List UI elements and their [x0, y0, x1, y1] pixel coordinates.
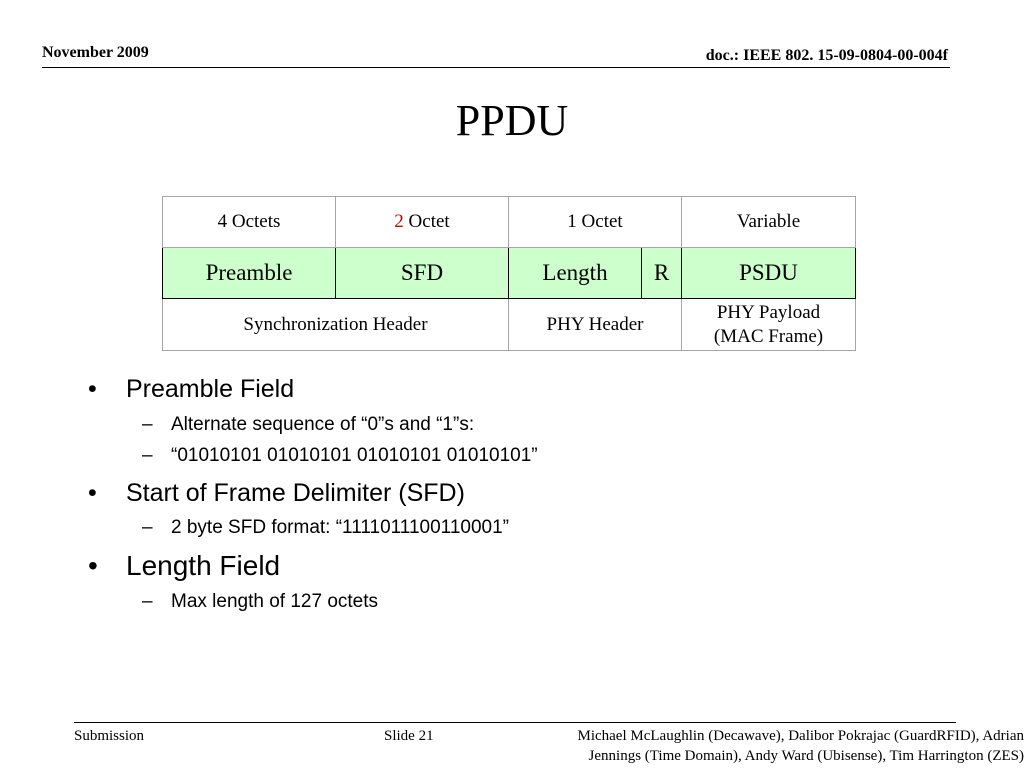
footer-submission: Submission	[74, 728, 145, 744]
phy-header-cell: PHY Header	[509, 299, 682, 351]
bullet-preamble-field	[88, 373, 968, 405]
header-doc-id: doc.: IEEE 802. 15-09-0804-00-004f	[705, 47, 948, 64]
field-name-row	[163, 248, 856, 299]
sub-bullet-sfd-format	[88, 515, 968, 541]
preamble-size-cell: 4 Octets	[163, 197, 336, 248]
sub-bullet-preamble-pattern	[88, 443, 968, 469]
slide-title: PPDU	[455, 96, 569, 145]
header-date: November 2009	[42, 44, 149, 61]
reserved-field-cell: R	[642, 248, 682, 299]
dash-icon: –	[142, 445, 153, 466]
sync-header-cell: Synchronization Header	[163, 299, 509, 351]
phy-payload-line1: PHY Payload	[716, 301, 821, 323]
phy-payload-cell	[682, 299, 856, 351]
bullet-text: Start of Frame Delimiter (SFD)	[126, 479, 465, 507]
sub-bullet-text: Alternate sequence of “0”s and “1”s:	[171, 414, 475, 435]
sub-bullet-text: Max length of 127 octets	[171, 591, 379, 612]
header-group-row	[163, 299, 856, 351]
bullet-dot-icon: •	[88, 479, 97, 507]
sfd-field-cell: SFD	[336, 248, 509, 299]
psdu-field-cell: PSDU	[682, 248, 856, 299]
bullet-sfd	[88, 477, 968, 509]
sfd-size-unit: Octet	[403, 211, 450, 232]
sub-bullet-text: “01010101 01010101 01010101 01010101”	[171, 445, 538, 466]
length-field-cell: Length	[509, 248, 642, 299]
bullet-dot-icon: •	[88, 550, 98, 581]
sub-bullet-text: 2 byte SFD format: “1111011100110001”	[171, 517, 509, 538]
footer-authors-line1: Michael McLaughlin (Decawave), Dalibor Pokrajac (GuardRFID), Adrian	[577, 728, 1024, 744]
footer-rule	[74, 722, 956, 723]
bullet-text: Length Field	[126, 550, 281, 581]
sfd-size-number: 2	[394, 211, 404, 232]
bullet-text: Preamble Field	[126, 375, 295, 403]
bullet-list	[88, 373, 968, 615]
sfd-size-cell	[336, 197, 509, 248]
phy-payload-line2: (MAC Frame)	[713, 325, 824, 347]
footer-slide-number: Slide 21	[384, 728, 434, 744]
dash-icon: –	[142, 591, 153, 612]
length-r-size-cell: 1 Octet	[509, 197, 682, 248]
bullet-length-field	[88, 549, 968, 583]
psdu-size-cell: Variable	[682, 197, 856, 248]
footer-authors-line2: Jennings (Time Domain), Andy Ward (Ubisense), Tim Harrington (ZES)	[588, 748, 1024, 764]
sub-bullet-alternate-sequence	[88, 412, 968, 438]
bullet-dot-icon: •	[88, 375, 97, 403]
sub-bullet-max-length	[88, 589, 968, 615]
ppdu-structure-table	[162, 196, 856, 351]
header-rule	[42, 67, 950, 68]
dash-icon: –	[142, 414, 153, 435]
octet-size-row	[163, 197, 856, 248]
preamble-field-cell: Preamble	[163, 248, 336, 299]
dash-icon: –	[142, 517, 153, 538]
footer-authors	[504, 726, 1024, 766]
